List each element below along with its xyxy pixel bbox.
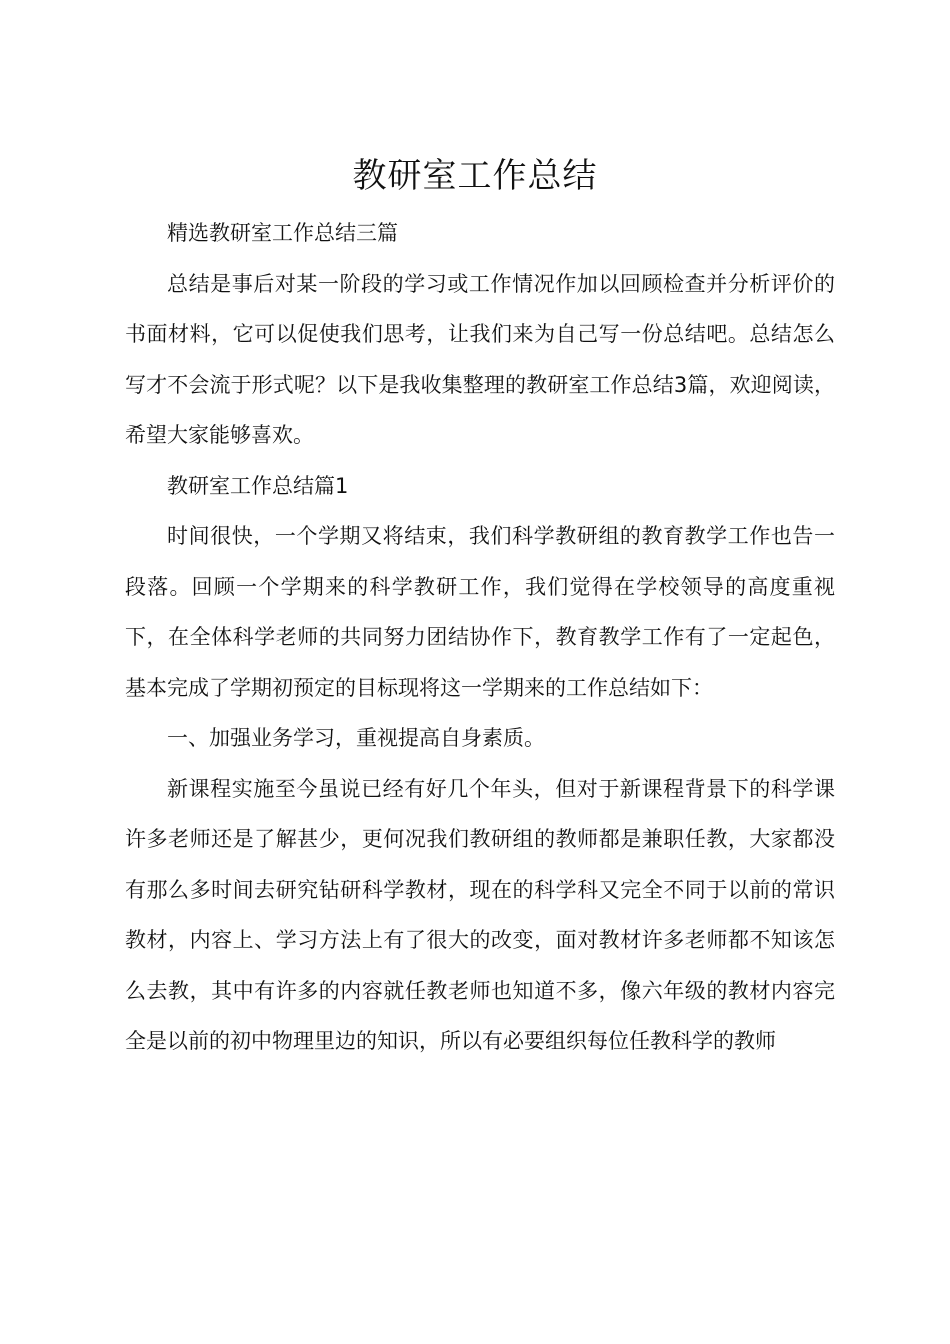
document-title: 教研室工作总结	[352, 156, 598, 196]
paragraph-overview: 时间很快，一个学期又将结束，我们科学教研组的教育教学工作也告一段落。回顾一个学期来的科学教研工作，我们觉得在学校领导的高度重视下，在全体科学老师的共同努力团结协作下，教育教学工作有了一定起色，基本完成了学期初预定的目标现将这一学期来的工作总结如下：	[125, 524, 835, 700]
paragraph-subtitle: 精选教研室工作总结三篇	[167, 221, 398, 245]
paragraph-intro: 总结是事后对某一阶段的学习或工作情况作加以回顾检查并分析评价的书面材料，它可以促使我们思考，让我们来为自己写一份总结吧。总结怎么写才不会流于形式呢？以下是我收集整理的教研室工作总结3篇，欢迎阅读，希望大家能够喜欢。	[125, 271, 835, 447]
paragraph-point-heading: 一、加强业务学习，重视提高自身素质。	[167, 726, 545, 750]
paragraph-point-body: 新课程实施至今虽说已经有好几个年头，但对于新课程背景下的科学课许多老师还是了解甚少，更何况我们教研组的教师都是兼职任教，大家都没有那么多时间去研究钻研科学教材，现在的科学科又完全不同于以前的常识教材，内容上、学习方法上有了很大的改变，面对教材许多老师都不知该怎么去教，其中有许多的内容就任教老师也知道不多，像六年级的教材内容完全是以前的初中物理里边的知识，所以有必要组织每位任教科学的教师	[125, 776, 835, 1053]
paragraph-section-heading: 教研室工作总结篇1	[167, 473, 349, 498]
document-body	[125, 208, 835, 1067]
